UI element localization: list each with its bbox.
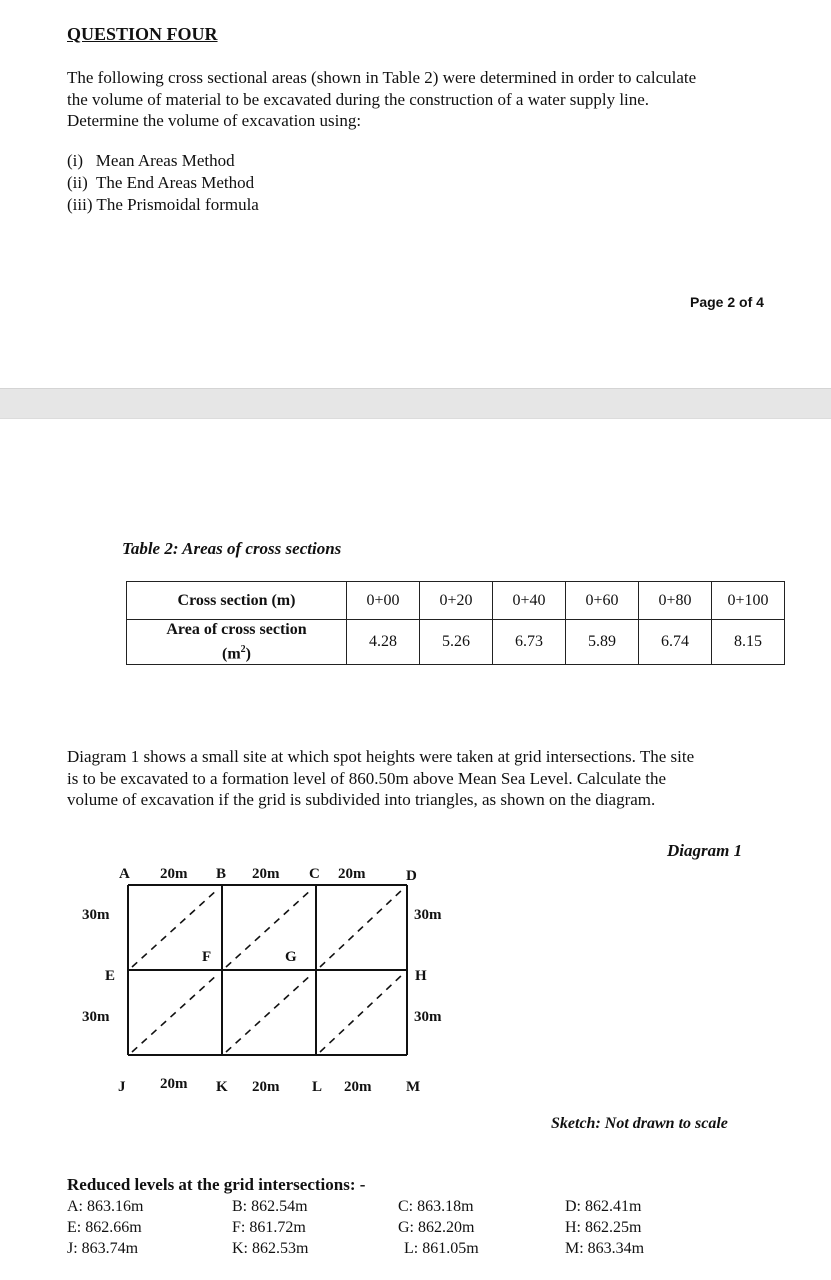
area-cell: 5.89 bbox=[566, 620, 639, 665]
cross-section-table bbox=[126, 581, 785, 665]
area-header-unit: (m bbox=[222, 645, 241, 663]
spacing-label: 20m bbox=[252, 1079, 280, 1095]
reduced-level-value: G: 862.20m bbox=[398, 1219, 475, 1236]
area-header-close: ) bbox=[245, 645, 251, 663]
area-cell: 4.28 bbox=[347, 620, 420, 665]
area-header-unit-wrap bbox=[127, 640, 346, 664]
table-header-cell: Cross section (m) bbox=[127, 582, 347, 620]
diagram-text-line: Diagram 1 shows a small site at which spot heights were taken at grid intersections. The site bbox=[67, 747, 695, 766]
table-row bbox=[127, 582, 785, 620]
point-label-l: L bbox=[312, 1079, 323, 1095]
area-header-main: Area of cross section bbox=[166, 621, 307, 638]
point-label-d: D bbox=[406, 868, 417, 884]
section-cell: 0+40 bbox=[493, 582, 566, 620]
method-item: (ii) The End Areas Method bbox=[67, 173, 255, 192]
point-label-b: B bbox=[216, 866, 227, 882]
intro-line: The following cross sectional areas (shown in Table 2) were determined in order to calculate bbox=[67, 68, 697, 87]
spacing-label: 20m bbox=[338, 866, 366, 882]
sketch-note: Sketch: Not drawn to scale bbox=[551, 1115, 728, 1132]
point-label-k: K bbox=[216, 1079, 228, 1095]
reduced-level-value: K: 862.53m bbox=[232, 1240, 309, 1257]
diagram-caption: Diagram 1 bbox=[667, 841, 743, 860]
spacing-label: 20m bbox=[252, 866, 280, 882]
point-label-j: J bbox=[118, 1079, 126, 1095]
point-label-h: H bbox=[415, 968, 427, 984]
table-caption: Table 2: Areas of cross sections bbox=[122, 539, 342, 558]
intro-line: the volume of material to be excavated during the construction of a water supply line. bbox=[67, 89, 650, 109]
spacing-label: 20m bbox=[160, 866, 188, 882]
spacing-label: 30m bbox=[414, 1009, 442, 1025]
point-label-m: M bbox=[406, 1079, 421, 1095]
diagonal-dashed-line bbox=[226, 889, 312, 967]
table-row bbox=[127, 620, 785, 665]
area-cell: 5.26 bbox=[420, 620, 493, 665]
reduced-level-value: F: 861.72m bbox=[232, 1219, 306, 1236]
section-cell: 0+100 bbox=[712, 582, 785, 620]
reduced-level-value: B: 862.54m bbox=[232, 1198, 308, 1215]
spacing-label: 30m bbox=[82, 907, 110, 923]
point-label-f: F bbox=[202, 949, 212, 965]
reduced-level-value: A: 863.16m bbox=[67, 1198, 144, 1215]
question-heading: QUESTION FOUR bbox=[67, 24, 218, 44]
section-cell: 0+80 bbox=[639, 582, 712, 620]
point-label-g: G bbox=[285, 949, 297, 965]
section-cell: 0+20 bbox=[420, 582, 493, 620]
diagram-text-line: volume of excavation if the grid is subdivided into triangles, as shown on the diagram. bbox=[67, 790, 656, 809]
reduced-level-value: L: 861.05m bbox=[404, 1240, 479, 1257]
method-item: (iii) The Prismoidal formula bbox=[67, 195, 259, 214]
area-cell: 8.15 bbox=[712, 620, 785, 665]
reduced-level-value: H: 862.25m bbox=[565, 1219, 642, 1236]
spacing-label: 30m bbox=[414, 907, 442, 923]
reduced-levels-heading: Reduced levels at the grid intersections: - bbox=[67, 1175, 366, 1194]
point-label-e: E bbox=[105, 968, 116, 984]
spacing-label: 30m bbox=[82, 1009, 110, 1025]
method-item: (i) Mean Areas Method bbox=[67, 151, 235, 170]
diagonal-dashed-line bbox=[320, 889, 403, 967]
question-intro bbox=[67, 67, 787, 132]
point-label-a: A bbox=[119, 866, 130, 882]
intro-line: Determine the volume of excavation using: bbox=[67, 111, 362, 130]
page-number: Page 2 of 4 bbox=[690, 294, 764, 310]
reduced-level-value: E: 862.66m bbox=[67, 1219, 142, 1236]
reduced-level-value: J: 863.74m bbox=[67, 1240, 139, 1257]
diagram-description bbox=[67, 746, 787, 811]
reduced-level-value: M: 863.34m bbox=[565, 1240, 645, 1257]
page-separator bbox=[0, 388, 831, 419]
spacing-label: 20m bbox=[160, 1076, 188, 1092]
table-header-cell bbox=[127, 620, 347, 665]
spacing-label: 20m bbox=[344, 1079, 372, 1095]
diagonal-dashed-line bbox=[320, 974, 403, 1052]
diagonal-dashed-line bbox=[226, 974, 312, 1052]
section-cell: 0+00 bbox=[347, 582, 420, 620]
area-header-sup: 2 bbox=[240, 644, 246, 655]
area-cell: 6.73 bbox=[493, 620, 566, 665]
grid-diagram bbox=[60, 855, 480, 1105]
reduced-level-value: D: 862.41m bbox=[565, 1198, 642, 1215]
section-cell: 0+60 bbox=[566, 582, 639, 620]
reduced-level-value: C: 863.18m bbox=[398, 1198, 474, 1215]
diagonal-dashed-line bbox=[132, 974, 218, 1052]
area-cell: 6.74 bbox=[639, 620, 712, 665]
point-label-c: C bbox=[309, 866, 320, 882]
diagram-text-line: is to be excavated to a formation level of 860.50m above Mean Sea Level. Calculate the bbox=[67, 768, 667, 788]
